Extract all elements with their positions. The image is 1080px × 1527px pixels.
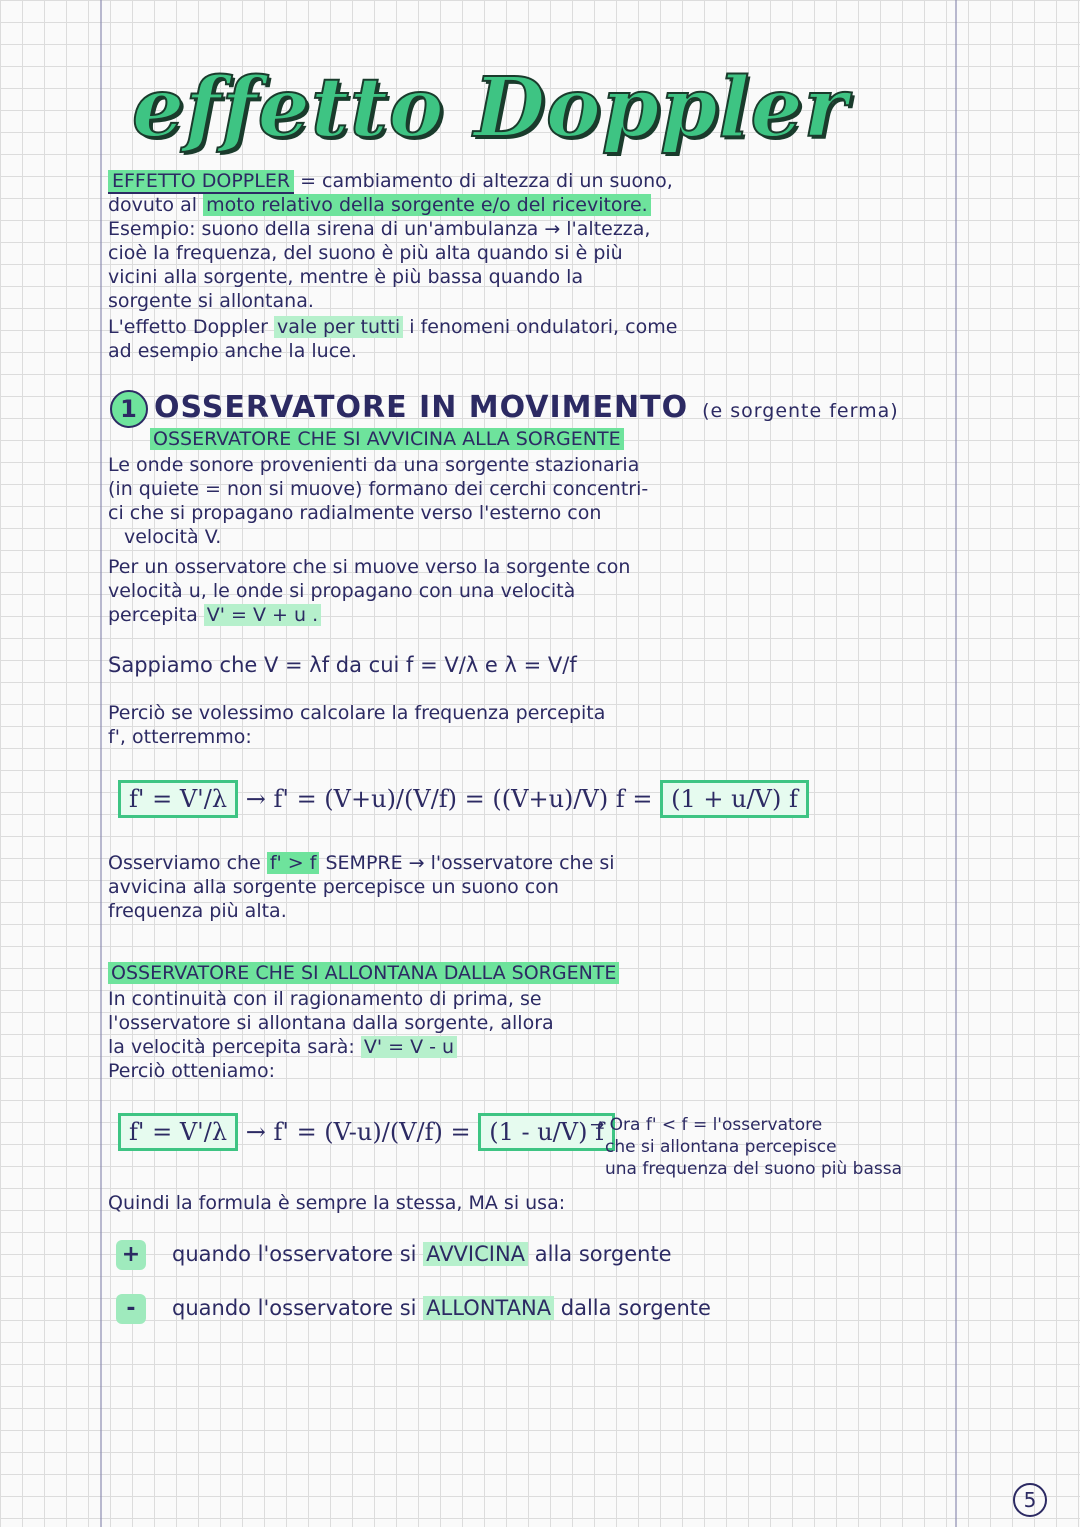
formula-inline: f' > f bbox=[267, 852, 320, 874]
text: quando l'osservatore si bbox=[172, 1242, 417, 1266]
intro-text: dovuto al bbox=[108, 194, 198, 216]
intro-text: L'effetto Doppler bbox=[108, 316, 268, 338]
text-line: f', otterremmo: bbox=[108, 726, 252, 748]
text: alla sorgente bbox=[534, 1242, 672, 1266]
intro-line-2 bbox=[108, 194, 651, 216]
intro-line-7 bbox=[108, 316, 677, 338]
subheading-recede bbox=[108, 962, 619, 984]
intro-highlight: moto relativo della sorgente e/o del ricevitore. bbox=[203, 194, 651, 216]
intro-text: i fenomeni ondulatori, come bbox=[409, 316, 678, 338]
text-line: Sappiamo che V = λf da cui f = V/λ e λ = V/f bbox=[108, 653, 577, 677]
text-line: frequenza più alta. bbox=[108, 900, 287, 922]
text-line: velocità u, le onde si propagano con una velocità bbox=[108, 580, 576, 602]
text-line: Per un osservatore che si muove verso la sorgente con bbox=[108, 556, 631, 578]
text-line: Perciò se volessimo calcolare la frequenza percepita bbox=[108, 702, 606, 724]
formula-inline: V' = V - u bbox=[361, 1036, 457, 1058]
plus-sign-badge: + bbox=[116, 1240, 146, 1270]
subheading-text: OSSERVATORE CHE SI ALLONTANA DALLA SORGENTE bbox=[108, 962, 619, 984]
text-line: l'osservatore si allontana dalla sorgente, allora bbox=[108, 1012, 554, 1034]
text: quando l'osservatore si bbox=[172, 1296, 417, 1320]
intro-line-4: cioè la frequenza, del suono è più alta quando si è più bbox=[108, 242, 623, 264]
side-note-line: che si allontana percepisce bbox=[605, 1137, 837, 1157]
page-number: 5 bbox=[1013, 1483, 1047, 1517]
section-number-badge: 1 bbox=[110, 390, 148, 428]
text: la velocità percepita sarà: bbox=[108, 1036, 355, 1058]
text-line bbox=[108, 604, 321, 626]
section-title: OSSERVATORE IN MOVIMENTO bbox=[154, 390, 689, 425]
intro-line-5: vicini alla sorgente, mentre è più bassa quando la bbox=[108, 266, 584, 288]
formula-box-result: (1 + u/V) f bbox=[660, 780, 809, 818]
formula-recede bbox=[118, 1118, 615, 1146]
section-subtitle: (e sorgente ferma) bbox=[702, 400, 899, 422]
text-line: Le onde sonore provenienti da una sorgente stazionaria bbox=[108, 454, 640, 476]
text-line: Quindi la formula è sempre la stessa, MA si usa: bbox=[108, 1192, 566, 1214]
intro-line-6: sorgente si allontana. bbox=[108, 290, 314, 312]
formula-box-result: (1 - u/V) f bbox=[478, 1113, 615, 1151]
text-line: (in quiete = non si muove) formano dei cerchi concentri- bbox=[108, 478, 649, 500]
intro-definition: = cambiamento di altezza di un suono, bbox=[300, 170, 673, 192]
term-label: EFFETTO DOPPLER bbox=[108, 170, 294, 194]
formula-box: f' = V'/λ bbox=[118, 1113, 238, 1151]
minus-sign-badge: - bbox=[116, 1294, 146, 1324]
text-line: In continuità con il ragionamento di prima, se bbox=[108, 988, 542, 1010]
intro-line-1 bbox=[108, 170, 673, 192]
formula-derivation: → f' = (V-u)/(V/f) = bbox=[245, 1118, 471, 1146]
subheading-approach bbox=[150, 428, 624, 450]
formula-box: f' = V'/λ bbox=[118, 780, 238, 818]
keyword-highlight: ALLONTANA bbox=[423, 1296, 554, 1320]
intro-highlight: vale per tutti bbox=[274, 316, 403, 338]
side-note-line: una frequenza del suono più bassa bbox=[605, 1159, 902, 1179]
text-line bbox=[108, 1036, 457, 1058]
formula-inline: V' = V + u . bbox=[204, 604, 321, 626]
notebook-margin-left bbox=[100, 0, 102, 1527]
side-note-line: → Ora f' < f = l'osservatore bbox=[590, 1115, 823, 1135]
text-line: avvicina alla sorgente percepisce un suono con bbox=[108, 876, 559, 898]
formula-derivation: → f' = (V+u)/(V/f) = ((V+u)/V) f = bbox=[245, 785, 653, 813]
text: percepita bbox=[108, 604, 198, 626]
text-line bbox=[108, 852, 615, 874]
notebook-margin-right bbox=[955, 0, 957, 1527]
intro-line-8: ad esempio anche la luce. bbox=[108, 340, 357, 362]
text-line: Perciò otteniamo: bbox=[108, 1060, 275, 1082]
section-heading bbox=[110, 390, 899, 428]
text-line: velocità V. bbox=[124, 526, 222, 548]
keyword-highlight: AVVICINA bbox=[423, 1242, 528, 1266]
text: dalla sorgente bbox=[560, 1296, 711, 1320]
minus-rule bbox=[172, 1296, 711, 1320]
text: Osserviamo che bbox=[108, 852, 261, 874]
page-title: effetto Doppler bbox=[132, 60, 848, 156]
subheading-text: OSSERVATORE CHE SI AVVICINA ALLA SORGENTE bbox=[150, 428, 624, 450]
text-line: ci che si propagano radialmente verso l'esterno con bbox=[108, 502, 602, 524]
intro-line-3: Esempio: suono della sirena di un'ambulanza → l'altezza, bbox=[108, 218, 651, 240]
text: SEMPRE → l'osservatore che si bbox=[325, 852, 615, 874]
plus-rule bbox=[172, 1242, 672, 1266]
formula-approach bbox=[118, 785, 809, 813]
